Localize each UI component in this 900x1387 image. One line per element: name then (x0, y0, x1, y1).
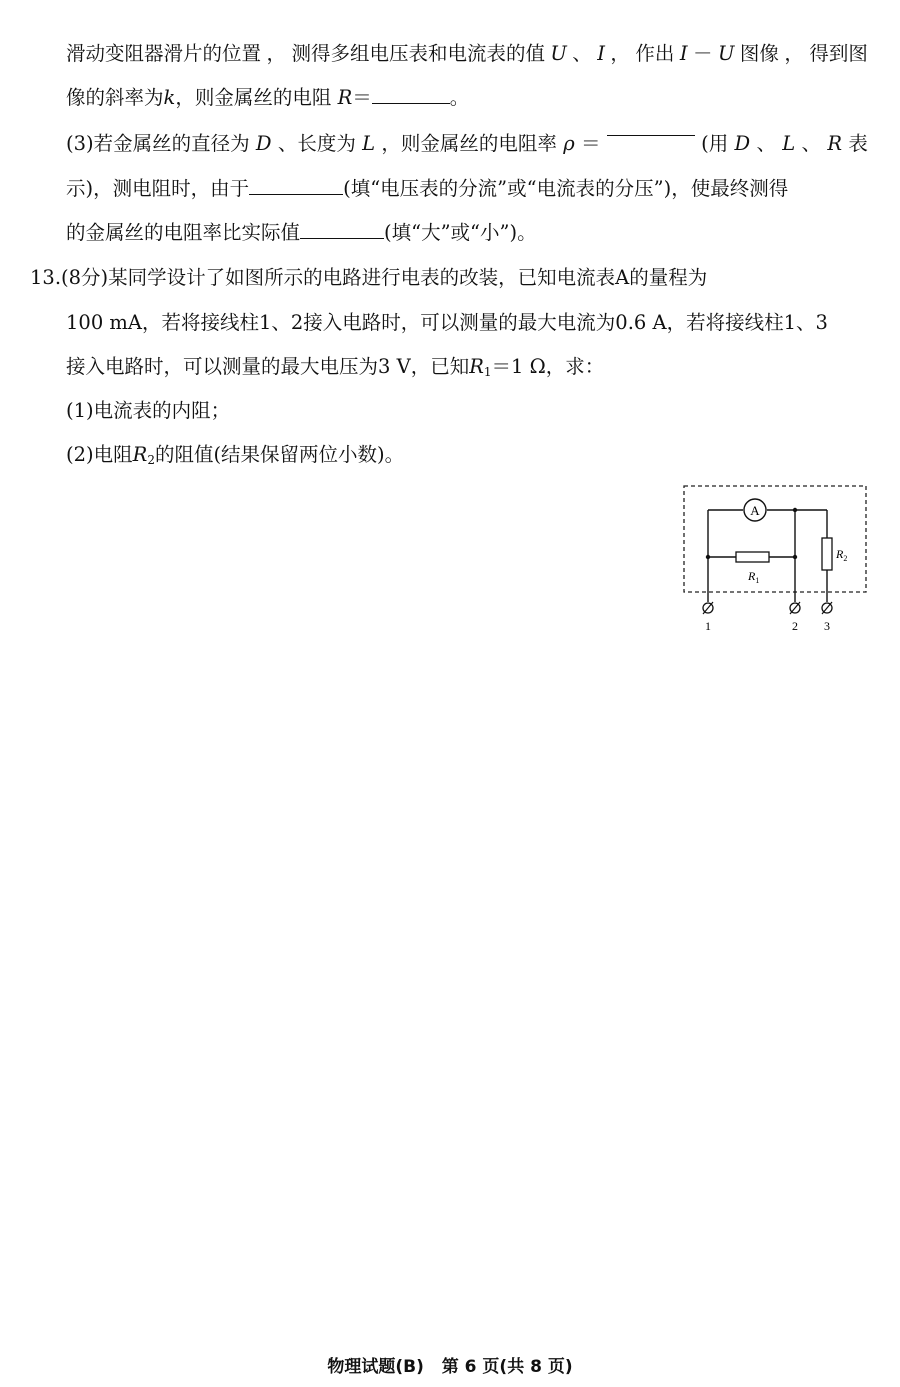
q12-part3-line3-text-b: (填“大”或“小”)。 (384, 221, 537, 244)
text-token: R (827, 132, 843, 155)
r1-label: $R_1$ (748, 569, 760, 585)
terminal-1-icon[interactable] (703, 602, 713, 614)
text-token: (用 (701, 132, 729, 155)
text-token: ，则金属丝的电阻率 (381, 132, 557, 155)
text-token: I (679, 42, 688, 65)
text-token: L (782, 132, 796, 155)
text-token: ， (266, 42, 286, 65)
q13-sub2-text-a: (2)电阻 (66, 443, 133, 466)
q12-line-1 (66, 44, 868, 64)
text-token: I (597, 42, 605, 65)
equals-sign: ＝ (352, 86, 372, 109)
q12-line2-end: 。 (449, 86, 470, 109)
q12-part3-line3-text-a: 的金属丝的电阻率比实际值 (66, 221, 301, 244)
q12-line2-text-a: 像的斜率为 (66, 86, 164, 109)
footer-page-number: 第 6 页(共 8 页) (441, 1357, 573, 1377)
r2-resistor-icon (822, 538, 832, 570)
slope-symbol: k (163, 86, 176, 109)
page-footer (0, 1352, 900, 1377)
text-token: U (550, 42, 567, 65)
q12-part3-line-2 (66, 179, 868, 199)
text-token: 测得多组电压表和电流表的值 (291, 42, 545, 65)
q13-line-1 (30, 268, 868, 288)
q13-sub-question-2 (66, 445, 868, 466)
ammeter-label: A (750, 503, 760, 518)
text-token: 、 (756, 132, 776, 155)
answer-blank-resistance[interactable] (372, 102, 450, 104)
text-token: 表 (848, 132, 868, 155)
q12-line-2 (66, 88, 868, 108)
q13-sub1-text: (1)电流表的内阻； (66, 399, 231, 422)
r1-resistor-icon (736, 552, 769, 562)
r2-label: $R_2$ (836, 547, 848, 563)
q12-part3-line-3 (66, 223, 868, 243)
q12-part3-line-1 (66, 134, 868, 154)
text-token: D (255, 132, 272, 155)
text-token: 、 (801, 132, 822, 155)
terminal-2-label: 2 (792, 619, 798, 633)
text-token: 图像 (739, 42, 779, 65)
q13-text-3a: 接入电路时，可以测量的最大电压为3 V，已知 (66, 355, 470, 378)
text-token: (3)若金属丝的直径为 (66, 132, 250, 155)
text-token: ＝ (581, 132, 601, 155)
text-token: ， (784, 42, 804, 65)
circuit-diagram (680, 484, 872, 636)
junction-top (793, 508, 797, 512)
q13-text-3b: ＝1 Ω，求： (491, 355, 605, 378)
text-token: ρ (563, 132, 575, 155)
terminal-3-icon[interactable] (822, 602, 832, 614)
text-token: 、长度为 (277, 132, 356, 155)
text-token: 滑动变阻器滑片的位置 (66, 42, 262, 65)
r1-symbol: R (469, 355, 484, 378)
text-token: 、 (572, 42, 592, 65)
answer-blank-comparison[interactable] (300, 237, 384, 239)
terminal-1-label: 1 (705, 619, 711, 633)
text-token: D (734, 132, 751, 155)
text-token: ， (610, 42, 630, 65)
footer-subject: 物理试题(B) (327, 1357, 424, 1377)
answer-blank-resistivity[interactable] (607, 134, 695, 136)
question-number: 13. (30, 266, 62, 289)
text-token: 作出 (635, 42, 675, 65)
text-token: 得到图 (809, 42, 868, 65)
q13-line-3 (66, 357, 868, 378)
terminal-3-label: 3 (824, 619, 830, 633)
q13-sub-question-1 (66, 401, 868, 421)
q12-part3-line2-text-a: 示)，测电阻时，由于 (66, 177, 250, 200)
terminal-2-icon[interactable] (790, 602, 800, 614)
q12-part3-line2-text-b: (填“电压表的分流”或“电流表的分压”)，使最终测得 (343, 177, 789, 200)
q13-sub2-text-b: 的阻值(结果保留两位小数)。 (154, 443, 405, 466)
dashed-boundary (684, 486, 866, 592)
r2-symbol: R (132, 443, 148, 466)
r1-subscript: 1 (483, 365, 492, 379)
text-token: U (717, 42, 735, 65)
junction-left (706, 555, 710, 559)
q13-text-1: (8分)某同学设计了如图所示的电路进行电表的改装，已知电流表A的量程为 (61, 266, 708, 289)
q13-text-2: 100 mA，若将接线柱1、2接入电路时，可以测量的最大电流为0.6 A，若将接线柱1、3 (66, 311, 828, 334)
answer-blank-error-source[interactable] (249, 193, 343, 195)
q12-line2-text-b: ，则金属丝的电阻 (175, 86, 332, 109)
resistance-symbol: R (337, 86, 353, 109)
q13-line-2 (66, 313, 868, 333)
text-token: L (362, 132, 376, 155)
r2-subscript: 2 (147, 453, 155, 467)
text-token: － (693, 42, 713, 65)
junction-right (793, 555, 797, 559)
